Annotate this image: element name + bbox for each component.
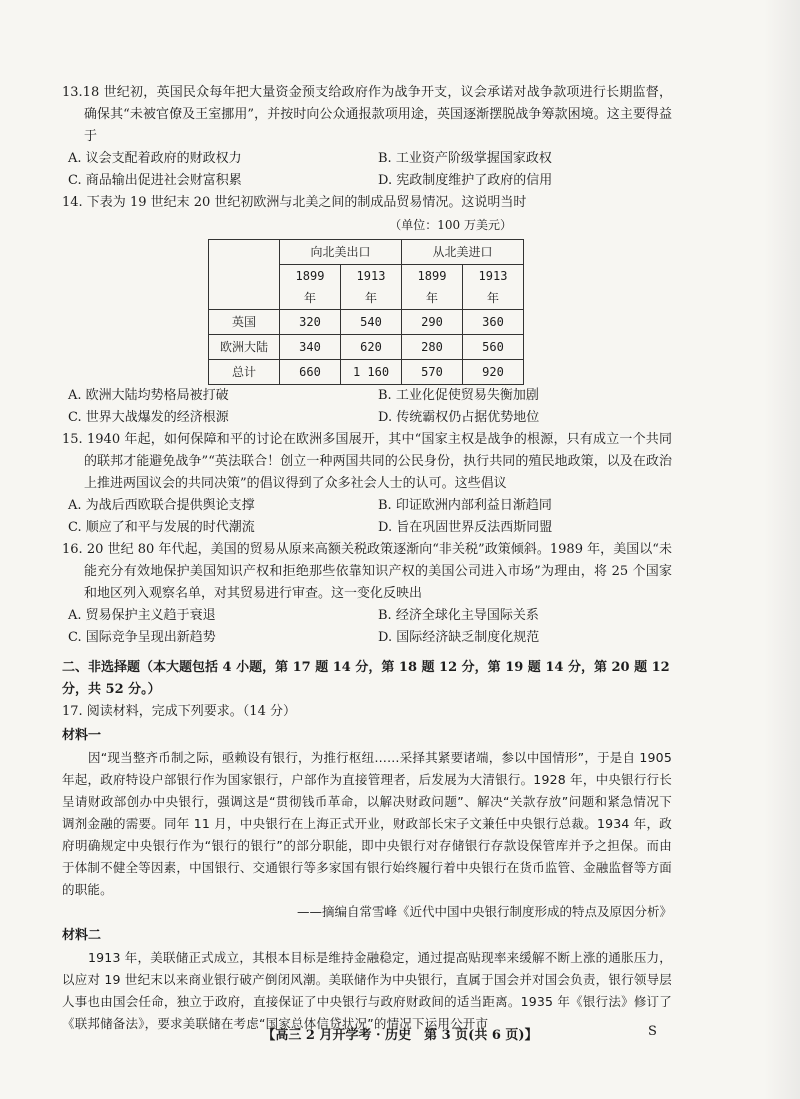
question-13 [62, 82, 672, 192]
table-cell: 540 [341, 310, 402, 335]
table-corner [209, 240, 280, 310]
material-2-title: 材料二 [62, 928, 102, 943]
table-cell: 360 [463, 310, 524, 335]
table-cell: 320 [280, 310, 341, 335]
header-import: 从北美进口 [402, 240, 524, 265]
row-label: 英国 [209, 310, 280, 335]
question-text: 13.18 世纪初，英国民众每年把大量资金预支给政府作为战争开支，议会承诺对战争款项进行长期监督，确保其“未被官僚及王室挪用”，并按时向公众通报款项用途，英国逐渐摆脱战争筹款困境。这主要得益于 [62, 85, 672, 144]
option-a: A. 贸易保护主义趋于衰退 [68, 608, 216, 623]
table-cell: 620 [341, 335, 402, 360]
year-header: 1899 年 [280, 265, 341, 310]
question-text: 14. 下表为 19 世纪末 20 世纪初欧洲与北美之间的制成品贸易情况。这说明当时 [62, 195, 527, 210]
material-1-title: 材料一 [62, 728, 102, 743]
options [62, 605, 672, 649]
question-text: 16. 20 世纪 80 年代起，美国的贸易从原来高额关税政策逐渐向“非关税”政策倾斜。1989 年，美国以“未能充分有效地保护美国知识产权和拒绝那些依靠知识产权的美国公司进入市场”为理由，将 25 个国家和地区列入观察名单，对其贸易进行审查。这一变化反映出 [62, 542, 672, 601]
table-cell: 660 [280, 360, 341, 385]
option-c: C. 世界大战爆发的经济根源 [68, 410, 229, 425]
options [62, 148, 672, 192]
question-14 [62, 192, 672, 429]
table-cell: 290 [402, 310, 463, 335]
table-row [209, 360, 524, 385]
row-label: 总计 [209, 360, 280, 385]
option-c: C. 国际竞争呈现出新趋势 [68, 630, 216, 645]
page-footer: 【高三 2 月开学考 · 历史 第 3 页(共 6 页)】 [262, 1028, 538, 1043]
question-text: 15. 1940 年起，如何保障和平的讨论在欧洲多国展开，其中“国家主权是战争的根源，只有成立一个共同的联邦才能避免战争”“英法联合！创立一种两国共同的公民身份，执行共同的殖民地政策，以及在政治上推进两国议会的共同决策”的倡议得到了众多社会人士的认可。这些倡议 [62, 432, 672, 491]
page-content [62, 82, 672, 1035]
scan-edge-shadow [764, 0, 800, 1099]
option-c: C. 顺应了和平与发展的时代潮流 [68, 520, 255, 535]
options [62, 385, 672, 429]
question-16 [62, 539, 672, 649]
table-cell: 340 [280, 335, 341, 360]
option-d: D. 国际经济缺乏制度化规范 [378, 630, 540, 645]
footer-mark: S [648, 1024, 657, 1039]
option-d: D. 传统霸权仍占据优势地位 [378, 410, 540, 425]
table-unit: （单位：100 万美元） [389, 218, 512, 232]
question-17-prompt: 17. 阅读材料，完成下列要求。（14 分） [62, 704, 296, 719]
table-cell: 1 160 [341, 360, 402, 385]
option-a: A. 为战后西欧联合提供舆论支撑 [68, 498, 255, 513]
table-cell: 570 [402, 360, 463, 385]
table-cell: 280 [402, 335, 463, 360]
table-row [209, 310, 524, 335]
option-a: A. 欧洲大陆均势格局被打破 [68, 388, 229, 403]
option-b: B. 工业资产阶级掌握国家政权 [378, 151, 552, 166]
material-1-body: 因“现当整齐币制之际，亟赖设有银行，为推行枢纽……采择其紧要诸端，参以中国情形”，于是自 1905 年起，政府特设户部银行作为国家银行，户部作为直接管理者，后发展为大清银行。1928 年，中央银行行长呈请财政部创办中央银行，强调这是“贯彻钱币革命，以解决财政问题”、解决“关款存放”问题和紧急情况下调剂金融的需要。同年 11 月，中央银行在上海正式开业，财政部长宋子文兼任中央银行总裁。1934 年，政府明确规定中央银行作为“银行的银行”的部分职能，即中央银行对存储银行存款设保管库并予之担保。而由于体制不健全等因素，中国银行、交通银行等多家国有银行始终履行着中央银行在货币监管、金融监督等方面的职能。 [62, 750, 672, 897]
trade-table [208, 239, 524, 385]
option-d: D. 旨在巩固世界反法西斯同盟 [378, 520, 553, 535]
table-row [209, 335, 524, 360]
section-heading: 二、非选择题（本大题包括 4 小题，第 17 题 14 分，第 18 题 12 分，第 19 题 14 分，第 20 题 12 分，共 52 分。） [62, 660, 670, 697]
option-d: D. 宪政制度维护了政府的信用 [378, 173, 553, 188]
options [62, 495, 672, 539]
material-2-body: 1913 年，美联储正式成立，其根本目标是维持金融稳定，通过提高贴现率来缓解不断上涨的通胀压力，以应对 19 世纪末以来商业银行破产倒闭风潮。美联储作为中央银行，直属于国会并对国会负责，银行领导层人事也由国会任命，独立于政府，直接保证了中央银行与政府财政间的适当距离。1935 年《银行法》修订了《联邦储备法》，要求美联储在考虑“国家总体信贷状况”的情况下运用公开市 [62, 950, 672, 1031]
row-label: 欧洲大陆 [209, 335, 280, 360]
option-b: B. 经济全球化主导国际关系 [378, 608, 539, 623]
year-header: 1899 年 [402, 265, 463, 310]
option-a: A. 议会支配着政府的财政权力 [68, 151, 242, 166]
table-cell: 560 [463, 335, 524, 360]
year-header: 1913 年 [341, 265, 402, 310]
material-1-source: ——摘编自常雪峰《近代中国中央银行制度形成的特点及原因分析》 [296, 904, 672, 919]
option-b: B. 印证欧洲内部利益日渐趋同 [378, 498, 552, 513]
question-15 [62, 429, 672, 539]
table-cell: 920 [463, 360, 524, 385]
year-header: 1913 年 [463, 265, 524, 310]
option-c: C. 商品输出促进社会财富积累 [68, 173, 242, 188]
option-b: B. 工业化促使贸易失衡加剧 [378, 388, 539, 403]
header-export: 向北美出口 [280, 240, 402, 265]
